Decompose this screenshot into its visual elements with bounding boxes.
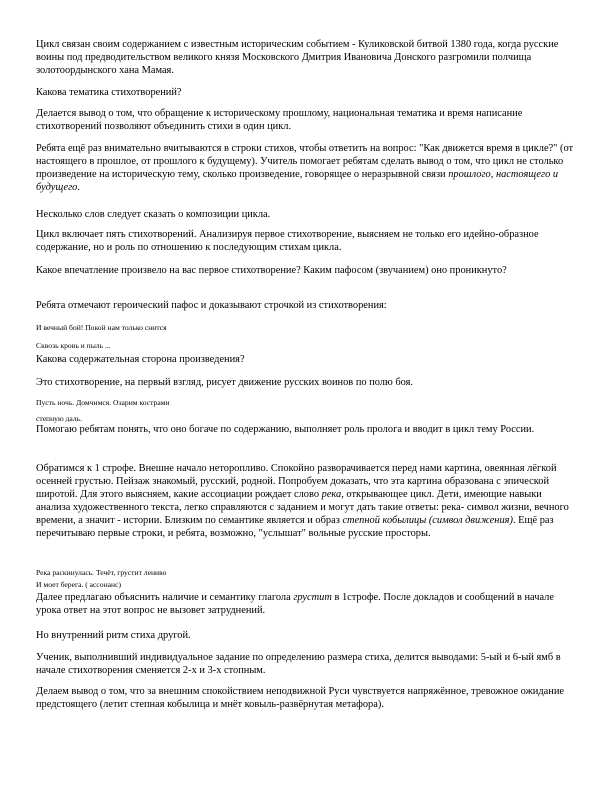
paragraph-time-in-cycle bbox=[36, 142, 574, 194]
paragraph-prologue-role: Помогаю ребятам понять, что оно богаче по содержанию, выполняет роль пролога и вводит в цикл тему России. bbox=[36, 424, 535, 435]
question-first-poem-impression: Какое впечатление произвело на вас первое стихотворение? Каким пафосом (звучанием) оно проникнуто? bbox=[36, 265, 507, 276]
paragraph-verb-grieves bbox=[36, 591, 574, 617]
emphasis-steppe-mare: степной кобылицы (символ движения) bbox=[342, 515, 513, 526]
quote-river-spread: Река раскинулась. Течёт, грустит лениво bbox=[36, 568, 167, 577]
paragraph-inner-rhythm: Но внутренний ритм стиха другой. bbox=[36, 630, 191, 641]
quote-eternal-battle: И вечный бой! Покой нам только снится bbox=[36, 323, 167, 332]
paragraph-heroic-pathos: Ребята отмечают героический пафос и доказывают строчкой из стихотворения: bbox=[36, 300, 387, 311]
paragraph-stanza-middle: , открывающее цикл. Дети, имеющие навыки анализа художественного текста, легко справляются с заданием и могут дать такие ответы: река- символ жизни, вечного времени, а значит - истории. Близким по семантике является и образ bbox=[36, 489, 569, 526]
paragraph-conclusion-cycle: Делается вывод о том, что обращение к историческому прошлому, национальная тематика и время написание стихотворений позволяют объединить стихи в один цикл. bbox=[36, 108, 523, 132]
emphasis-river: река bbox=[321, 489, 342, 500]
quote-let-night: Пусть ночь. Домчимся. Озарим кострами bbox=[36, 398, 170, 407]
paragraph-composition: Несколько слов следует сказать о композиции цикла. bbox=[36, 209, 271, 220]
paragraph-verb-end: в 1строфе. После докладов и сообщений в начале урока ответ на этот вопрос не вызовет затруднений. bbox=[36, 592, 554, 616]
quote-washes-banks: И моет берега. ( ассонанс) bbox=[36, 580, 121, 589]
question-content-side: Какова содержательная сторона произведения? bbox=[36, 354, 245, 365]
emphasis-grieves: грустит bbox=[293, 592, 332, 603]
paragraph-stanza-end: . Ещё раз перечитываю первые строки, и ребята, возможно, "услышат" вольные русские просторы. bbox=[36, 515, 554, 539]
paragraph-kulikovo-battle: Цикл связан своим содержанием с известным историческим событием - Куликовской битвой 1380 года, когда русские воины под предводительством великого князя Московского Дмитрия Ивановича Донского разгромили полчища золотоордынского хана Мамая. bbox=[36, 39, 559, 76]
quote-steppe-distance: степную даль. bbox=[36, 414, 83, 423]
paragraph-time-end: . bbox=[77, 182, 80, 193]
paragraph-meter-analysis: Ученик, выполнивший индивидуальное задание по определению размера стиха, делится выводами: 5-ый и 6-ый ямб в начале стихотворения сменяется 2-х и 3-х стопным. bbox=[36, 652, 561, 676]
paragraph-tense-expectation: Делаем вывод о том, что за внешним спокойствием неподвижной Руси чувствуется напряжённое, тревожное ожидание предстоящего (летит степная кобылица и мнёт ковыль-развёрнутая метафора). bbox=[36, 686, 564, 710]
paragraph-verb-text: Далее предлагаю объяснить наличие и семантику глагола bbox=[36, 592, 294, 603]
paragraph-stanza-text: Обратимся к 1 строфе. Внешне начало неторопливо. Спокойно разворачивается перед нами картина, овеянная лёгкой осенней грустью. Пейзаж знакомый, русский, родной. Попробуем доказать, что эта картина образована с эпической широтой. Для этого выясняем, какие ассоциации рождает слово bbox=[36, 463, 557, 500]
paragraph-first-stanza bbox=[36, 462, 574, 540]
question-themes: Какова тематика стихотворений? bbox=[36, 87, 182, 98]
emphasis-past-present-future: прошлого, настоящего и будущего bbox=[36, 169, 559, 193]
paragraph-five-poems: Цикл включает пять стихотворений. Анализируя первое стихотворение, выясняем не только его идейно-образное содержание, но и роль по отношению к последующим стихам цикла. bbox=[36, 229, 539, 253]
quote-through-blood: Сквозь кровь и пыль ... bbox=[36, 341, 111, 350]
paragraph-warriors-movement: Это стихотворение, на первый взгляд, рисует движение русских воинов по полю боя. bbox=[36, 377, 413, 388]
paragraph-time-text: Ребята ещё раз внимательно вчитываются в строки стихов, чтобы ответить на вопрос: "Как движется время в цикле?" (от настоящего в прошлое, от прошлого к будущему). Учитель помогает ребятам сделать вывод о том, что цикл не столько произведение на историческую тему, сколько произведение, говорящее о неразрывной связи bbox=[36, 143, 574, 180]
